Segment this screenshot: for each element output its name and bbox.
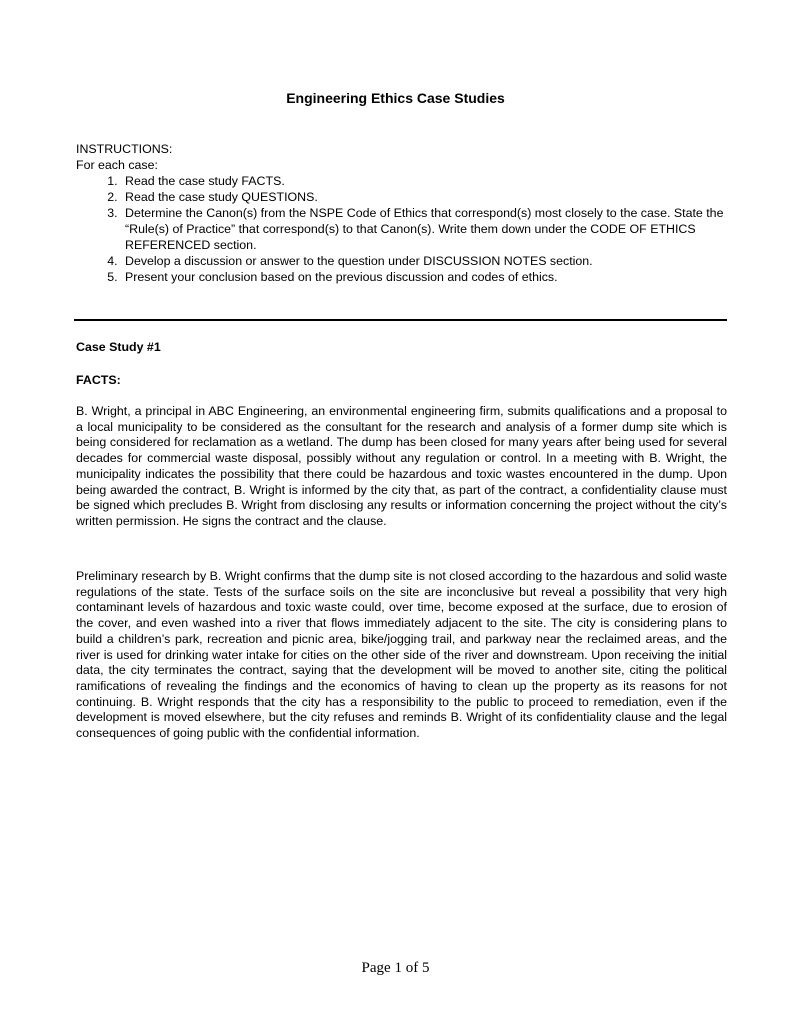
instructions-section: [76, 141, 736, 285]
section-divider: [74, 319, 727, 321]
instructions-intro: For each case:: [76, 158, 158, 172]
facts-paragraph: B. Wright, a principal in ABC Engineering, an environmental engineering firm, submits qualifications and a proposal to a local municipality to be considered as the consultant for the research and analysis of a former dump site which is being considered for reclamation as a wetland. The dump has been closed for many years after being used for several decades for commercial waste disposal, possibly without any regulation or control. In a meeting with B. Wright, the municipality indicates the possibility that there could be hazardous and toxic wastes encountered in the dump. Upon being awarded the contract, B. Wright is informed by the city that, as part of the contract, a confidentiality clause must be signed which precludes B. Wright from disclosing any results or information concerning the project without the city’s written permission. He signs the contract and the clause.: [76, 404, 727, 528]
facts-heading: FACTS:: [76, 373, 121, 387]
page-number-footer: Page 1 of 5: [361, 960, 430, 976]
instruction-step: 3. Determine the Canon(s) from the NSPE Code of Ethics that correspond(s) most closely to the case. State the “Rule(s) of Practice” that correspond(s) to that Canon(s). Write them down under the CODE OF ETHICS REFERENCED section.: [121, 205, 736, 253]
document-title: Engineering Ethics Case Studies: [286, 90, 505, 106]
case-study-heading: Case Study #1: [76, 340, 161, 354]
instructions-list: [76, 173, 736, 285]
instruction-step: 5. Present your conclusion based on the previous discussion and codes of ethics.: [121, 269, 736, 285]
instruction-step: 1. Read the case study FACTS.: [121, 173, 736, 189]
instruction-step: 2. Read the case study QUESTIONS.: [121, 189, 736, 205]
facts-paragraph: Preliminary research by B. Wright confirms that the dump site is not closed according to the hazardous and solid waste regulations of the state. Tests of the surface soils on the site are inconclusive but reveal a possibility that very high contaminant levels of hazardous and toxic waste could, over time, become exposed at the surface, due to erosion of the cover, and even washed into a river that flows immediately adjacent to the site. The city is considering plans to build a children’s park, recreation and picnic area, bike/jogging trail, and parkway near the reclaimed areas, and the river is used for drinking water intake for cities on the other side of the river and downstream. Upon receiving the initial data, the city terminates the contract, saying that the development will be moved to another site, citing the political ramifications of revealing the findings and the economics of having to clean up the property as its reasons for not continuing. B. Wright responds that the city has a responsibility to the public to proceed to remediation, even if the development is moved elsewhere, but the city refuses and reminds B. Wright of its confidentiality clause and the legal consequences of going public with the confidential information.: [76, 569, 727, 741]
instructions-heading: INSTRUCTIONS:: [76, 142, 173, 156]
instruction-step: 4. Develop a discussion or answer to the question under DISCUSSION NOTES section.: [121, 253, 736, 269]
